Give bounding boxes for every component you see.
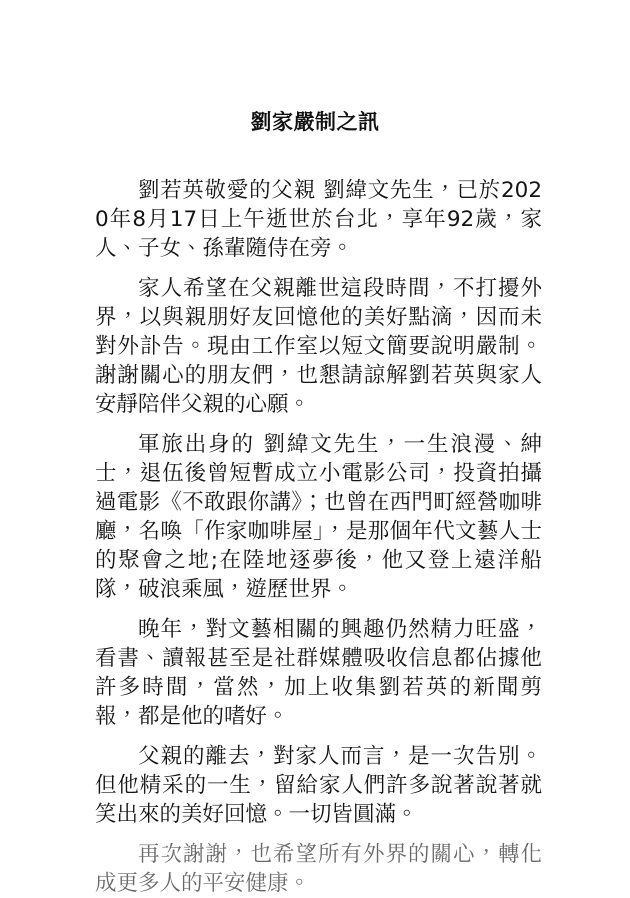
paragraph: 家人希望在父親離世這段時間，不打擾外界，以與親朋好友回憶他的美好點滴，因而未對外訃告。現由工作室以短文簡要說明嚴制。謝謝關心的朋友們，也懇請諒解劉若英與家人安靜陪伴父親的心願。 — [95, 276, 542, 417]
page-title: 劉家嚴制之訊 — [250, 109, 380, 134]
document-body — [95, 176, 542, 898]
paragraph: 晚年，對文藝相關的興趣仍然精力旺盛，看書、讀報甚至是社群媒體吸收信息都佔據他許多時間，當然，加上收集劉若英的新聞剪報，都是他的嗜好。 — [95, 617, 542, 729]
paragraph: 父親的離去，對家人而言，是一次告別。但他精采的一生，留給家人們許多說著說著就笑出來的美好回憶。一切皆圓滿。 — [95, 744, 542, 827]
paragraph: 劉若英敬愛的父親 劉緯文先生，已於2020年8月17日上午逝世於台北，享年92歲，家人、子女、孫輩隨侍在旁。 — [95, 178, 542, 261]
paragraph: 軍旅出身的 劉緯文先生，一生浪漫、紳士，退伍後曾短暫成立小電影公司，投資拍攝過電影《不敢跟你講》；也曾在西門町經營咖啡廳，名喚「作家咖啡屋」，是那個年代文藝人士的聚會之地;在陸地逐夢後，他又登上遠洋船隊，破浪乘風，遊歷世界。 — [95, 432, 542, 602]
paragraph: 再次謝謝，也希望所有外界的關心，轉化成更多人的平安健康。 — [95, 842, 542, 896]
